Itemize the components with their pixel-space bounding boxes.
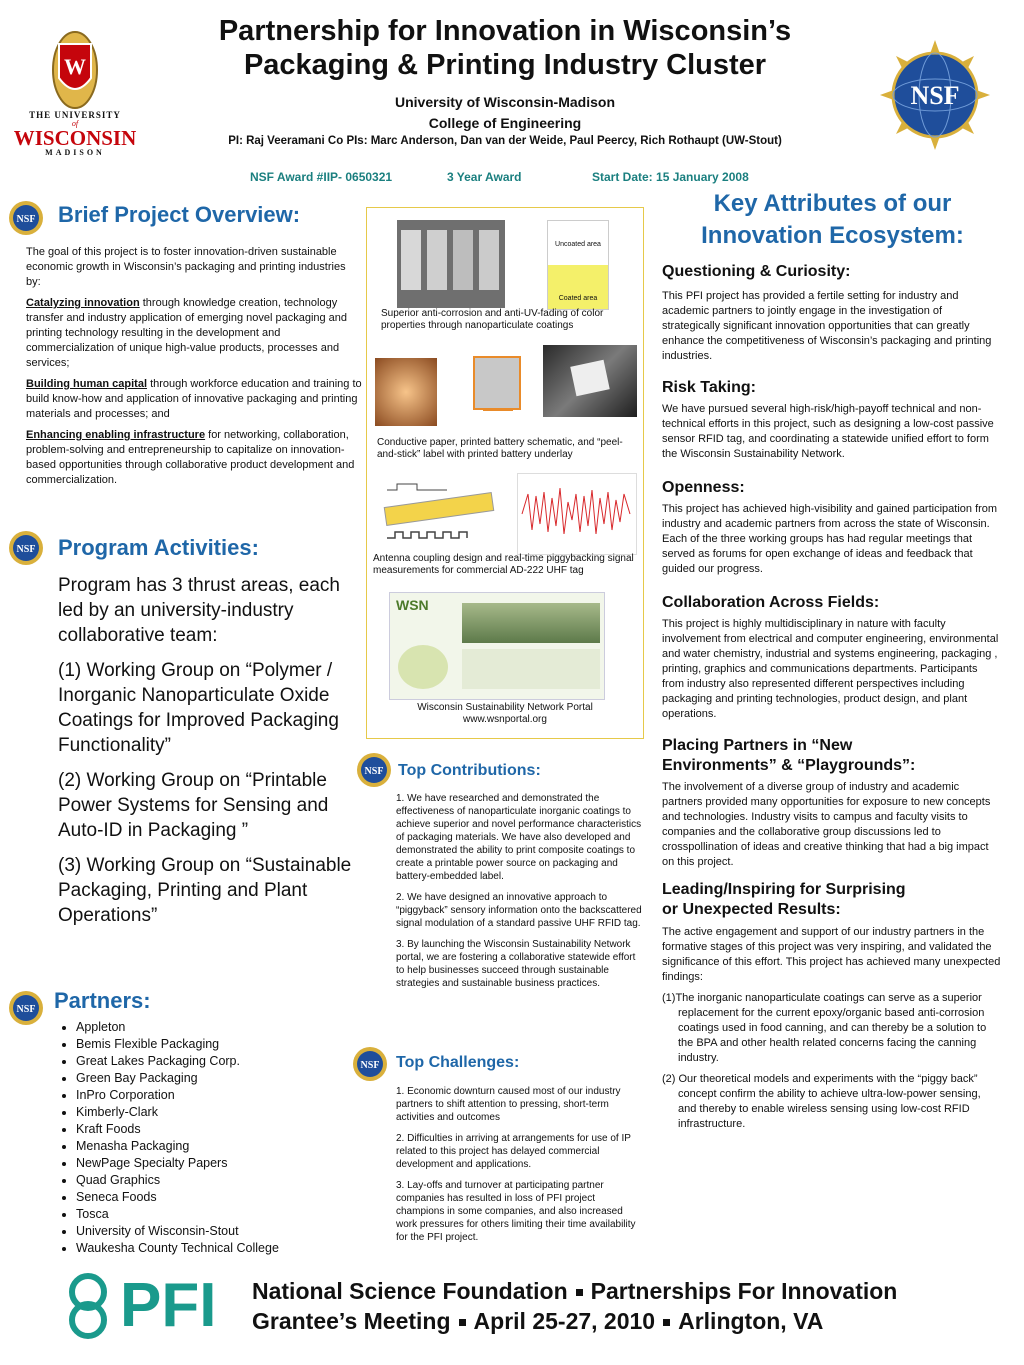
placing-partners-heading: [662, 736, 1002, 776]
risk-heading: Risk Taking:: [662, 379, 756, 396]
partner-item: • Menasha Packaging: [76, 1138, 376, 1155]
openness-body: This project has achieved high-visibility and gained participation from industry and academic partners from across the state of Wisconsin. Each of the three working groups has had regular meetings that served as forums for open exchange of ideas and feedback that guided our progress.: [662, 503, 998, 575]
program-item-3: (3) Working Group on “Sustainable Packaging, Printing and Plant Operations”: [58, 855, 352, 926]
svg-text:NSF: NSF: [16, 544, 36, 555]
challenge-2: 2. Difficulties in arriving at arrangements for use of IP related to this project has delayed commercial development and applications.: [396, 1133, 631, 1170]
program-heading: Program Activities:: [58, 535, 259, 560]
pi-list: PI: Raj Veeramani Co PIs: Marc Anderson, Dan van der Weide, Paul Peercy, Rich Rothaupt (UW-Stout): [228, 135, 782, 147]
nsf-globe-icon: [880, 40, 990, 150]
coating-samples-photo: [397, 220, 505, 308]
questioning-body: This PFI project has provided a fertile setting for industry and academic partners to jointly engage in the investigation of strategically significant innovation opportunities that can greatly enhance the competitiveness of Wisconsin’s packaging and printing industries.: [662, 290, 992, 362]
uw-madison: MADISON: [45, 148, 105, 157]
leading-heading-line-2: or Unexpected Results:: [662, 901, 841, 918]
partner-item: • University of Wisconsin-Stout: [76, 1223, 376, 1240]
program-body: [58, 573, 360, 938]
partner-item: • NewPage Specialty Papers: [76, 1155, 376, 1172]
peel-and-stick-label-photo: [543, 345, 637, 417]
placing-partners-body: The involvement of a diverse group of industry and academic partners provided many opportunities for exposure to new concepts and technologies. Industry visits to campus and faculty visits to companies and the collaborative group discussions led to crosspollination of ideas and creative thinking that had a big impact on this project.: [662, 781, 991, 868]
footer-line-1: [252, 1278, 897, 1305]
risk-body: We have pursued several high-risk/high-payoff technical and non-technical efforts in this project, such as designing a low-cost passive sensor RFID tag, and coordinating a statewide unified effort to form the Wisconsin Sustainability Network.: [662, 403, 994, 460]
footer-dates: April 25-27, 2010: [473, 1308, 656, 1334]
uncoated-coated-sample: [547, 220, 609, 310]
leading-finding-2: (2) Our theoretical models and experiments with the “piggy back” concept confirm the ability to achieve ultra-low-power sensing, and thereby to enable wireless sensing using low-cost RFID infrastructure.: [662, 1073, 981, 1130]
wsn-caption-title: Wisconsin Sustainability Network Portal: [417, 702, 593, 713]
pfi-rings-icon: [58, 1270, 118, 1342]
svg-text:NSF: NSF: [16, 214, 36, 225]
nsf-badge-icon: [8, 530, 44, 566]
partner-item: • Kraft Foods: [76, 1121, 376, 1138]
square-bullet-icon: [576, 1289, 583, 1296]
partner-item: • Kimberly-Clark: [76, 1104, 376, 1121]
figure-caption-2: Conductive paper, printed battery schematic, and “peel-and-stick” label with printed battery underlay: [377, 437, 623, 460]
pfi-logo: [58, 1270, 238, 1342]
svg-text:NSF: NSF: [364, 766, 384, 777]
footer-location: Arlington, VA: [678, 1308, 824, 1334]
nsf-logo: [880, 40, 990, 150]
leading-body: The active engagement and support of our industry partners in the formative stages of this project was very inspiring, and validated the significance of this effort. This project has achieved many unexpected findings:: [662, 926, 1001, 983]
openness-heading: Openness:: [662, 479, 745, 496]
challenge-3: 3. Lay-offs and turnover at participating partner companies has resulted in loss of PFI project champions in some companies, and also increased work pressures for others limiting their time availability for the PFI project.: [396, 1180, 636, 1243]
placing-partners-heading-line-1: Placing Partners in “New: [662, 737, 853, 754]
leading-finding-1: (1)The inorganic nanoparticulate coatings can serve as a superior replacement for the current epoxy/organic based anti-corrosion coatings used in food canning, and can thereby be a solution to the BPA and other health related concerns facing the canning industry.: [662, 992, 987, 1064]
antenna-coupling-diagram: [381, 478, 497, 550]
partner-item: • Seneca Foods: [76, 1189, 376, 1206]
conductive-paper-photo: [375, 358, 437, 426]
coated-area-label: Coated area: [558, 295, 598, 302]
contribution-1: 1. We have researched and demonstrated the effectiveness of nanoparticulate inorganic coatings to achieve superior and novel performance characteristics of packaging materials. We have also developed and demonstrated the ability to print composite coatings to create a printable power source on packaging and battery-embedded label.: [396, 793, 642, 882]
uw-of: of: [71, 119, 79, 128]
partner-item: • Tosca: [76, 1206, 376, 1223]
signal-measurement-plot: [517, 473, 637, 555]
uw-logo: [10, 26, 140, 158]
placing-partners-heading-line-2: Environments” & “Playgrounds”:: [662, 757, 916, 774]
collaboration-heading: Collaboration Across Fields:: [662, 594, 880, 611]
uncoated-area-label: Uncoated area: [555, 241, 601, 248]
collaboration-body: This project is highly multidisciplinary in nature with faculty involvement from electrical and computer engineering, environmental and water chemistry, industrial and systems engineering, packaging , printing, graphics and communications departments. Participants from industry also represented different perspectives including packaging and printing technologies, product design, and plant operations.: [662, 618, 999, 720]
svg-text:NSF: NSF: [360, 1060, 380, 1071]
challenges-body: [396, 1085, 640, 1252]
nsf-badge-icon: [356, 752, 392, 788]
battery-schematic: [443, 350, 539, 430]
attributes-heading: [660, 188, 1005, 252]
figure-caption-3: Antenna coupling design and real-time piggybacking signal measurements for commercial AD-222 UHF tag: [373, 553, 634, 576]
overview-point-2: Building human capital through workforce education and training to build know-how and application of innovative packaging and printing materials and processes; and: [26, 378, 362, 420]
start-date: Start Date: 15 January 2008: [592, 170, 749, 184]
title-line-2: Packaging & Printing Industry Cluster: [243, 49, 767, 81]
contributions-heading: Top Contributions:: [398, 762, 541, 779]
pfi-logo-text: PFI: [120, 1271, 217, 1340]
partner-item: • Quad Graphics: [76, 1172, 376, 1189]
questioning-heading: Questioning & Curiosity:: [662, 263, 851, 280]
uw-the-university: THE UNIVERSITY: [29, 110, 121, 120]
nsf-badge-icon: [8, 200, 44, 236]
signal-plot-icon: [518, 474, 636, 554]
contributions-body: [396, 792, 646, 998]
svg-text:NSF: NSF: [16, 1004, 36, 1015]
figure-panel: [366, 207, 644, 739]
university-name: University of Wisconsin-Madison: [394, 94, 615, 110]
figure-caption-1: Superior anti-corrosion and anti-UV-fading of color properties through nanoparticulate coatings: [381, 308, 604, 331]
wsn-caption-url: www.wsnportal.org: [463, 714, 547, 725]
footer-pfi: Partnerships For Innovation: [590, 1278, 898, 1304]
attributes-column: [662, 262, 1002, 1132]
college-name: College of Engineering: [428, 115, 582, 131]
square-bullet-icon: [459, 1319, 466, 1326]
overview-point-1: Catalyzing innovation through knowledge creation, technology transfer and industry application of emerging novel packaging and printing technology resulting in the development and commercialization of unique high-value products, processes and services;: [26, 297, 348, 369]
program-intro: Program has 3 thrust areas, each led by an university-industry collaborative team:: [58, 575, 340, 646]
contribution-2: 2. We have designed an innovative approach to “piggyback” sensory information onto the backscattered signal modulation of a standard passive UHF RFID tag.: [396, 892, 642, 929]
overview-heading: Brief Project Overview:: [58, 202, 301, 227]
footer-nsf: National Science Foundation: [252, 1278, 568, 1304]
partner-item: • Bemis Flexible Packaging: [76, 1036, 376, 1053]
uw-crest-icon: [10, 26, 140, 116]
overview-body: [26, 245, 362, 494]
overview-intro: The goal of this project is to foster innovation-driven sustainable economic growth in Wisconsin’s packaging and printing industries by:: [26, 246, 346, 288]
square-bullet-icon: [663, 1319, 670, 1326]
program-item-2: (2) Working Group on “Printable Power Systems for Sensing and Auto-ID in Packaging ”: [58, 770, 329, 841]
challenge-1: 1. Economic downturn caused most of our industry partners to shift attention to pressing, short-term activities and outcomes: [396, 1086, 621, 1123]
challenges-heading: Top Challenges:: [396, 1054, 520, 1071]
poster-title: [150, 14, 860, 82]
partner-item: • Great Lakes Packaging Corp.: [76, 1053, 376, 1070]
antenna-diagram-icon: [381, 478, 497, 550]
uw-wisconsin: WISCONSIN: [13, 126, 137, 150]
partner-item: • InPro Corporation: [76, 1087, 376, 1104]
partner-item: • Appleton: [76, 1019, 376, 1036]
svg-text:W: W: [64, 54, 86, 79]
leading-heading: [662, 880, 1002, 920]
overview-point-3: Enhancing enabling infrastructure for networking, collaboration, problem-solving and entrepreneurship to capitalize on innovation-based opportunities through collaborative product development and commercialization.: [26, 429, 355, 486]
partners-list: [56, 1019, 376, 1257]
nsf-badge-icon: [352, 1046, 388, 1082]
footer-line-2: [252, 1308, 823, 1335]
attributes-heading-line-1: Key Attributes of our: [713, 190, 952, 217]
award-number: NSF Award #IIP- 0650321: [250, 170, 393, 184]
nsf-badge-icon: [8, 990, 44, 1026]
nsf-logo-text: NSF: [910, 81, 960, 110]
award-length: 3 Year Award: [447, 170, 522, 184]
contribution-3: 3. By launching the Wisconsin Sustainability Network portal, we are fostering a collaborative statewide effort to help businesses succeed through sustainable strategies and sustainable business practices.: [396, 939, 636, 989]
footer-meeting: Grantee’s Meeting: [252, 1308, 451, 1334]
partner-item: • Green Bay Packaging: [76, 1070, 376, 1087]
wsn-logo: WSN: [396, 597, 429, 613]
wsn-portal-screenshot: [389, 592, 605, 700]
figure-caption-4: [367, 702, 643, 726]
leading-heading-line-1: Leading/Inspiring for Surprising: [662, 881, 906, 898]
attributes-heading-line-2: Innovation Ecosystem:: [701, 222, 964, 249]
partner-item: • Waukesha County Technical College: [76, 1240, 376, 1257]
partners-heading: Partners:: [54, 988, 151, 1013]
program-item-1: (1) Working Group on “Polymer / Inorganic Nanoparticulate Oxide Coatings for Improved Packaging Functionality”: [58, 660, 339, 756]
title-line-1: Partnership for Innovation in Wisconsin’s: [218, 15, 792, 47]
